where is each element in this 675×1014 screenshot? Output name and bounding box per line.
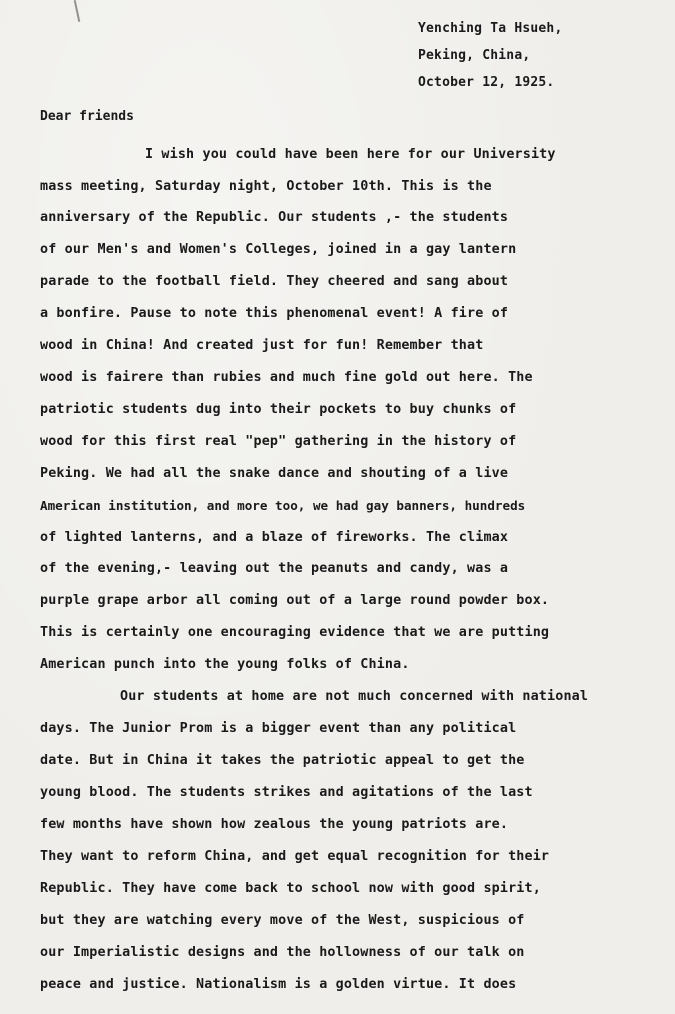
- body-line: mass meeting, Saturday night, October 10th. This is the: [40, 179, 492, 194]
- body-line: wood in China! And created just for fun! Remember that: [40, 338, 484, 353]
- body-line: wood for this first real "pep" gathering in the history of: [40, 434, 517, 449]
- body-line: parade to the football field. They cheered and sang about: [40, 274, 509, 289]
- ink-mark: [74, 0, 81, 22]
- address-line: Yenching Ta Hsueh,: [418, 21, 563, 36]
- body-line: Our students at home are not much concerned with national: [120, 689, 589, 704]
- body-line: Peking. We had all the snake dance and shouting of a live: [40, 466, 509, 481]
- body-line: They want to reform China, and get equal recognition for their: [40, 849, 550, 864]
- body-line: wood is fairere than rubies and much fine gold out here. The: [40, 370, 533, 385]
- body-line: few months have shown how zealous the young patriots are.: [40, 817, 509, 832]
- body-line: This is certainly one encouraging evidence that we are putting: [40, 625, 550, 640]
- body-line: young blood. The students strikes and agitations of the last: [40, 785, 533, 800]
- body-line: a bonfire. Pause to note this phenomenal event! A fire of: [40, 306, 509, 321]
- letter-salutation: Dear friends: [40, 109, 134, 124]
- letter-address: [418, 15, 562, 96]
- body-line: but they are watching every move of the West, suspicious of: [40, 913, 525, 928]
- body-line: of the evening,- leaving out the peanuts and candy, was a: [40, 561, 509, 576]
- body-line: purple grape arbor all coming out of a large round powder box.: [40, 593, 550, 608]
- body-line: patriotic students dug into their pockets to buy chunks of: [40, 402, 517, 417]
- body-line: American institution, and more too, we had gay banners, hundreds: [40, 498, 526, 513]
- body-line: peace and justice. Nationalism is a golden virtue. It does: [40, 977, 517, 992]
- body-line: anniversary of the Republic. Our students ,- the students: [40, 210, 509, 225]
- body-line: date. But in China it takes the patriotic appeal to get the: [40, 753, 525, 768]
- body-line: of our Men's and Women's Colleges, joined in a gay lantern: [40, 242, 517, 257]
- body-line: I wish you could have been here for our University: [145, 147, 556, 162]
- address-line: Peking, China,: [418, 48, 531, 63]
- body-line: of lighted lanterns, and a blaze of fireworks. The climax: [40, 530, 509, 545]
- body-line: Republic. They have come back to school now with good spirit,: [40, 881, 541, 896]
- address-date: October 12, 1925.: [418, 75, 555, 90]
- body-line: American punch into the young folks of China.: [40, 657, 410, 672]
- body-line: our Imperialistic designs and the hollowness of our talk on: [40, 945, 525, 960]
- body-line: days. The Junior Prom is a bigger event than any political: [40, 721, 517, 736]
